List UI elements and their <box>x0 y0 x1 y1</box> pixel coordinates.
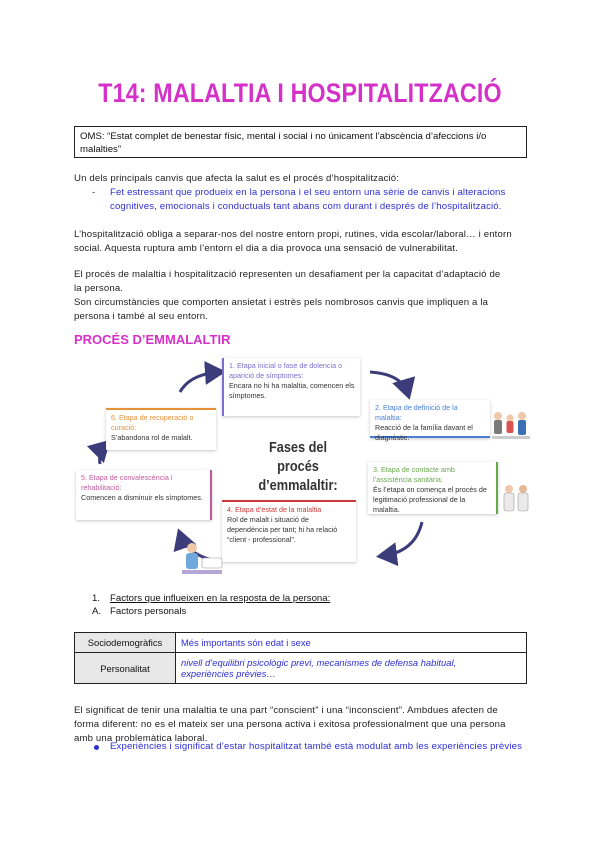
process-diagram <box>70 352 532 584</box>
stage1-body: Encara no hi ha malaltia, comencen els símptomes. <box>229 381 355 400</box>
table-value-line2: experiències prèvies… <box>181 668 276 679</box>
diagram-center-title <box>247 438 349 495</box>
sub-item-letter: A. <box>92 606 102 617</box>
stage1-title: 1. Etapa inicial o fase de dolencia o aparició de símptomes: <box>229 361 343 380</box>
intro-dash-line2: cognitives, emocionals i conductuals tant abans com durant i després de l’hospitalització. <box>110 201 502 212</box>
table-key-cell: Sociodemogràfics <box>75 633 176 653</box>
dash-bullet-icon: - <box>92 187 96 198</box>
numbered-item-label: Factors que influeixen en la resposta de la persona: <box>110 593 331 604</box>
final-line1: El significat de tenir una malaltia te una part “conscient” i una “inconscient”. Ambdues afecten de <box>74 705 498 716</box>
arrow-top-left-icon <box>180 372 220 392</box>
patient-illustration-icon <box>178 540 226 580</box>
numbered-item-number: 1. <box>92 593 101 604</box>
stage4-title: 4. Etapa d’estat de la malaltia <box>227 505 322 514</box>
stage6-body: S’abandona rol de malalt. <box>111 433 193 442</box>
table-value-line1: nivell d’equilibri psicològic previ, mecanismes de defensa habitual, <box>181 657 457 668</box>
stage2-title: 2. Etapa de definició de la malaltia: <box>375 403 458 422</box>
arrow-top-right-icon <box>370 372 408 394</box>
intro-dash-line1: Fet estressant que produeix en la persona i el seu entorn una sèrie de canvis i alteracions <box>110 187 506 198</box>
para2-line2: social. Aquesta ruptura amb l’entorn el dia a dia provoca una sensació de vulnerabilitat. <box>74 243 459 254</box>
stage3-title: 3. Etapa de contacte amb l’assistència sanitària: <box>373 465 455 484</box>
page-title: T14: MALALTIA I HOSPITALITZACIÓ <box>98 78 502 108</box>
intro-line: Un dels principals canvis que afecta la salut es el procés d’hospitalització: <box>74 173 400 184</box>
stage4-card <box>222 500 356 562</box>
stage2-card <box>370 400 490 442</box>
stage2-body: Reacció de la família davant el diagnòstic. <box>375 423 473 442</box>
para3-line2: la persona. <box>74 283 124 294</box>
table-value-cell <box>176 653 527 684</box>
section-heading: PROCÉS D’EMMALALTIR <box>74 332 231 347</box>
table-row <box>75 653 527 684</box>
arrow-bottom-right-icon <box>382 522 422 556</box>
family-illustration-icon <box>490 408 532 446</box>
table-key-cell: Personalitat <box>75 653 176 684</box>
table-row <box>75 633 527 653</box>
oms-definition-box: OMS: “Estat complet de benestar físic, mental i social i no únicament l’abscència d’afeccions i/o malalties” <box>74 126 527 158</box>
final-line3: amb una problemàtica laboral. <box>74 733 208 744</box>
para2-line1: L’hospitalització obliga a separar-nos del nostre entorn propi, rutines, vida escolar/laboral… i entorn <box>74 229 512 240</box>
para3-line1: El procés de malaltia i hospitalització representen un desafiament per la capacitat d’adaptació de <box>74 269 501 280</box>
center-title-line2: d’emmalaltir: <box>258 477 338 494</box>
doctors-illustration-icon <box>500 482 532 518</box>
para3-line3: Son circumstàncies que comporten ansietat i estrès pels nombrosos canvis que impliquen a la <box>74 297 489 308</box>
stage5-card <box>76 470 212 520</box>
stage4-body: Rol de malalt i situació de dependència per tant; hi ha relació “client - professional”. <box>227 515 338 544</box>
stage6-card <box>106 408 216 450</box>
para3-line4: persona i també al seu entorn. <box>74 311 209 322</box>
final-line2: forma diferent: no es el mateix ser una persona activa i exitosa professionalment que una persona <box>74 719 506 730</box>
stage3-card <box>368 462 498 514</box>
stage5-body: Comencen a disminuir els símptomes. <box>81 493 203 502</box>
sub-item-label: Factors personals <box>110 606 187 617</box>
stage3-body: És l’etapa on comença el procés de legitimació professional de la malaltia. <box>373 485 487 514</box>
stage1-card <box>222 358 360 416</box>
final-bullet: Experiències i significat d’estar hospitalitzat també està modulat amb les experiències prèvies <box>110 741 523 752</box>
factors-table <box>74 632 527 684</box>
center-title-line1: Fases del procés <box>268 439 328 475</box>
stage6-title: 6. Etapa de recuperació o curació: <box>111 413 194 432</box>
bullet-dot-icon <box>94 745 99 750</box>
stage5-title: 5. Etapa de convalescència i rehabilitació: <box>81 473 173 492</box>
table-value-cell: Més importants són edat i sexe <box>176 633 527 653</box>
